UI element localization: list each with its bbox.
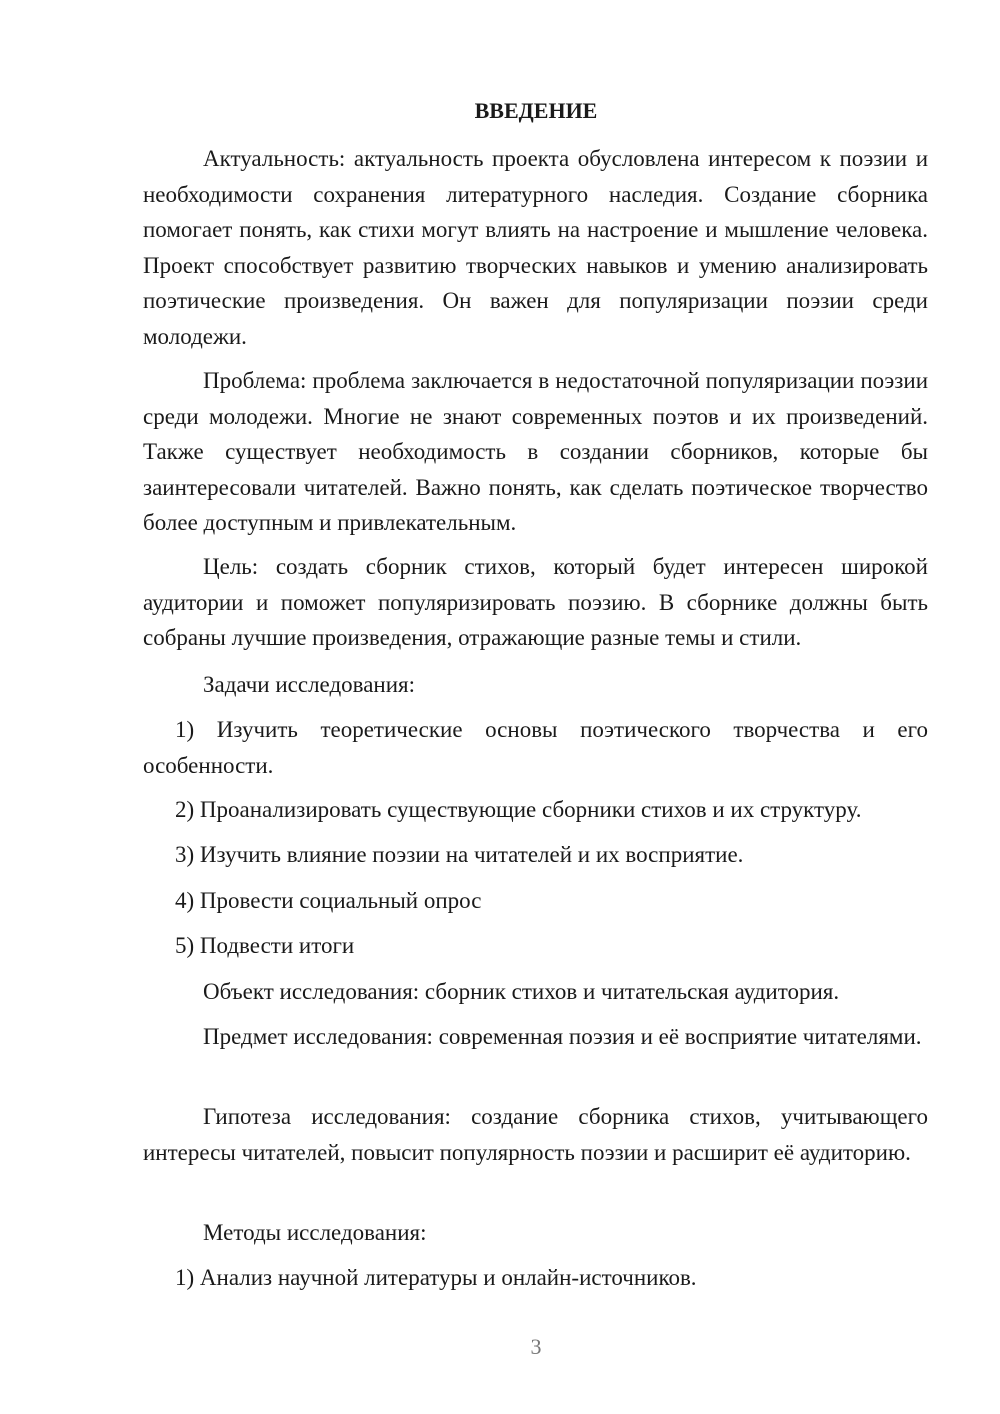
method-item-1: 1) Анализ научной литературы и онлайн-источников. (175, 1265, 697, 1290)
subject-paragraph: Предмет исследования: современная поэзия и её восприятие читателями. (203, 1024, 922, 1049)
task-item-2: 2) Проанализировать существующие сборники стихов и их структуру. (175, 797, 862, 822)
task-item-3: 3) Изучить влияние поэзии на читателей и их восприятие. (175, 842, 744, 867)
goal-paragraph: Цель: создать сборник стихов, который будет интересен широкой аудитории и поможет популяризировать поэзию. В сборнике должны быть собраны лучшие произведения, отражающие разные темы и стили. (143, 554, 928, 650)
task-item-5: 5) Подвести итоги (175, 933, 355, 958)
task-item-1: 1) Изучить теоретические основы поэтического творчества и его особенности. (143, 717, 928, 778)
methods-heading: Методы исследования: (203, 1220, 427, 1245)
hypothesis-paragraph: Гипотеза исследования: создание сборника стихов, учитывающего интересы читателей, повысит популярность поэзии и расширит её аудиторию. (143, 1104, 928, 1165)
problem-paragraph: Проблема: проблема заключается в недостаточной популяризации поэзии среди молодежи. Многие не знают современных поэтов и их произведений. Также существует необходимость в создании сборников, которые бы заинтересовали читателей. Важно понять, как сделать поэтическое творчество более доступным и привлекательным. (143, 368, 928, 535)
tasks-heading: Задачи исследования: (203, 672, 416, 697)
relevance-paragraph: Актуальность: актуальность проекта обусловлена интересом к поэзии и необходимости сохранения литературного наследия. Создание сборника помогает понять, как стихи могут влиять на настроение и мышление человека. Проект способствует развитию творческих навыков и умению анализировать поэтические произведения. Он важен для популяризации поэзии среди молодежи. (143, 146, 928, 349)
page-number: 3 (530, 1334, 542, 1359)
page-title: ВВЕДЕНИЕ (474, 98, 598, 123)
object-paragraph: Объект исследования: сборник стихов и читательская аудитория. (203, 979, 840, 1004)
task-item-4: 4) Провести социальный опрос (175, 888, 482, 913)
